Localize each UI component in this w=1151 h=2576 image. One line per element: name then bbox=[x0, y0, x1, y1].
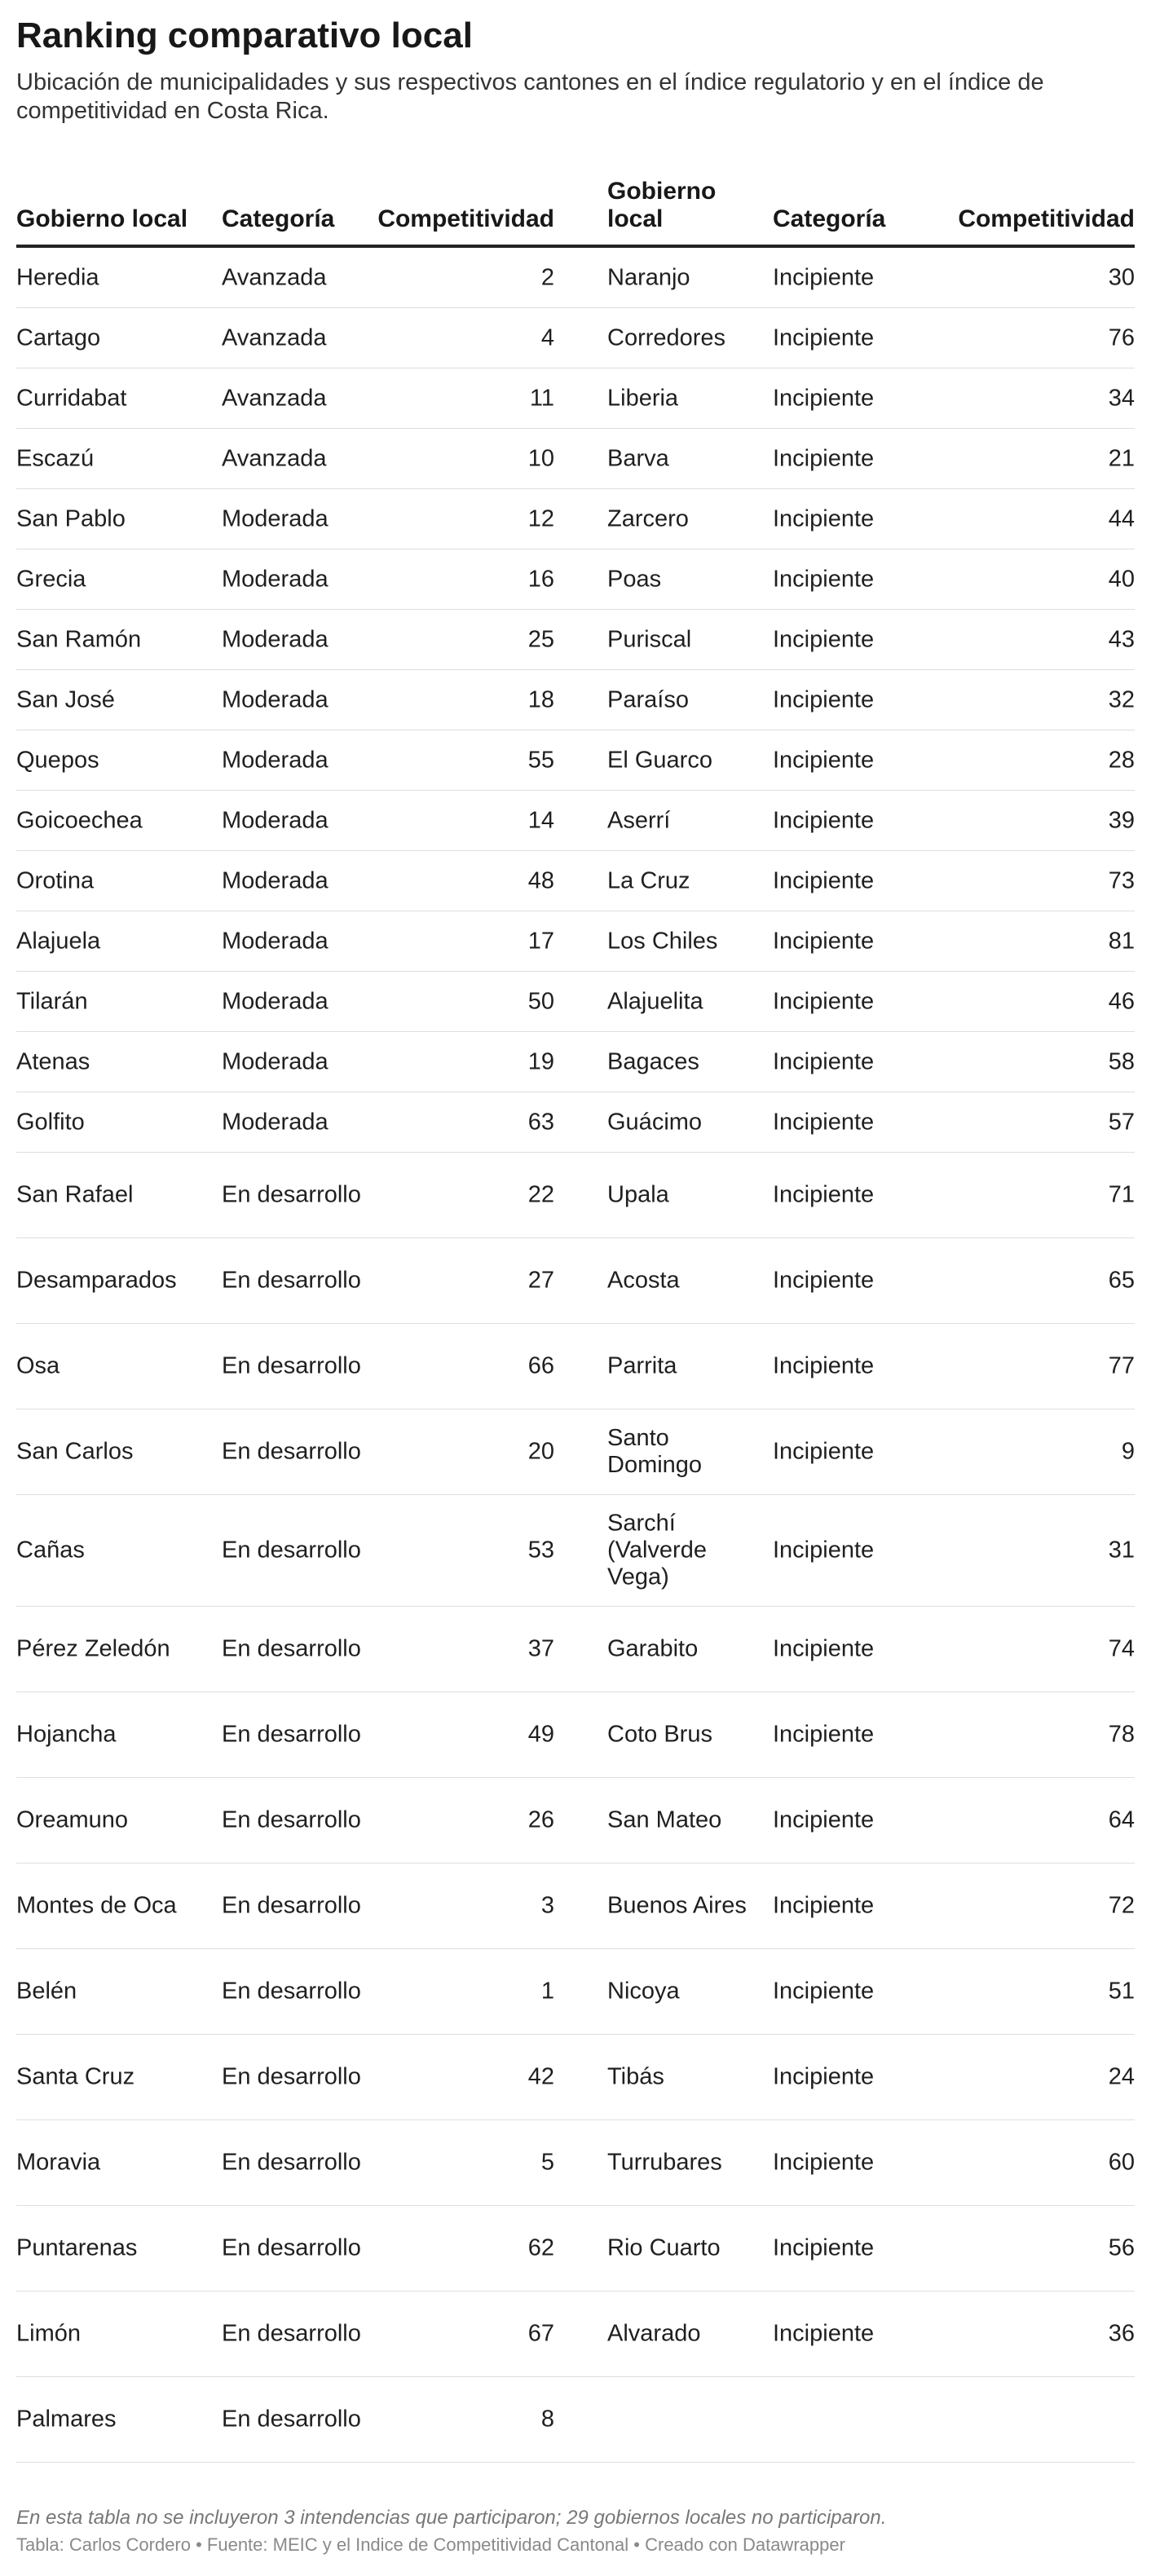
cell-gobierno-local: Golfito bbox=[16, 1109, 85, 1135]
cell-competitividad: 67 bbox=[527, 2320, 554, 2347]
cell-gobierno-local: Desamparados bbox=[16, 1267, 177, 1294]
cell-competitividad: 42 bbox=[527, 2063, 554, 2090]
cell-categoria: Incipiente bbox=[773, 747, 875, 773]
cell-competitividad: 57 bbox=[1108, 1109, 1135, 1135]
table-row bbox=[16, 1153, 1135, 1238]
cell-categoria: Incipiente bbox=[773, 1978, 875, 2005]
cell-gobierno-local: Guácimo bbox=[607, 1109, 703, 1135]
header-competitividad-2[interactable]: Competitividad bbox=[958, 205, 1135, 232]
table-row bbox=[16, 1607, 1135, 1692]
table-row bbox=[16, 1778, 1135, 1864]
cell-gobierno-local: Escazú bbox=[16, 445, 95, 471]
cell-gobierno-local: Alajuelita bbox=[607, 988, 703, 1014]
cell-categoria: En desarrollo bbox=[222, 2406, 361, 2433]
table-row bbox=[16, 1032, 1135, 1092]
cell-categoria: Incipiente bbox=[773, 867, 875, 893]
cell-competitividad: 26 bbox=[527, 1806, 554, 1833]
cell-gobierno-local: Oreamuno bbox=[16, 1806, 129, 1833]
cell-competitividad: 4 bbox=[540, 324, 554, 351]
cell-gobierno-local: Liberia bbox=[607, 385, 679, 411]
cell-gobierno-local: Osa bbox=[16, 1352, 60, 1379]
cell-competitividad: 20 bbox=[527, 1438, 554, 1465]
cell-gobierno-local: Orotina bbox=[16, 867, 95, 893]
cell-competitividad: 56 bbox=[1108, 2234, 1135, 2261]
header-gobierno-local-1[interactable]: Gobierno local bbox=[16, 205, 188, 232]
cell-gobierno-local: Hojancha bbox=[16, 1721, 117, 1748]
chart-subtitle: Ubicación de municipalidades y sus respectivos cantones en el índice regulatorio y en el índice de competitividad en Costa Rica. bbox=[16, 69, 1044, 124]
cell-competitividad: 28 bbox=[1108, 747, 1135, 773]
cell-gobierno-local: Pérez Zeledón bbox=[16, 1635, 170, 1662]
cell-categoria: Moderada bbox=[222, 505, 329, 532]
cell-gobierno-local: Parrita bbox=[607, 1352, 677, 1379]
cell-competitividad: 44 bbox=[1108, 505, 1135, 532]
cell-competitividad: 3 bbox=[540, 1892, 554, 1919]
cell-categoria: Moderada bbox=[222, 867, 329, 893]
cell-categoria: Incipiente bbox=[773, 1438, 875, 1465]
table-row bbox=[16, 248, 1135, 308]
cell-competitividad: 60 bbox=[1108, 2149, 1135, 2176]
table-row bbox=[16, 2120, 1135, 2206]
chart-title: Ranking comparativo local bbox=[16, 15, 473, 55]
cell-competitividad: 74 bbox=[1108, 1635, 1135, 1662]
cell-categoria: Incipiente bbox=[773, 1352, 875, 1379]
cell-gobierno-local: Aserrí bbox=[607, 807, 671, 833]
cell-categoria: Incipiente bbox=[773, 928, 875, 954]
cell-categoria: En desarrollo bbox=[222, 1635, 361, 1662]
table-row bbox=[16, 549, 1135, 610]
cell-categoria: Incipiente bbox=[773, 1048, 875, 1074]
cell-gobierno-local: Sarchí (Valverde Vega) bbox=[607, 1510, 707, 1590]
cell-gobierno-local: Goicoechea bbox=[16, 807, 143, 833]
cell-categoria: En desarrollo bbox=[222, 1537, 361, 1564]
cell-competitividad: 71 bbox=[1108, 1181, 1135, 1208]
header-categoria-2[interactable]: Categoría bbox=[773, 205, 886, 232]
cell-categoria: Moderada bbox=[222, 626, 329, 652]
cell-categoria: Moderada bbox=[222, 1048, 329, 1074]
cell-gobierno-local: Rio Cuarto bbox=[607, 2234, 721, 2261]
cell-competitividad: 19 bbox=[527, 1048, 554, 1074]
cell-competitividad: 25 bbox=[527, 626, 554, 652]
table-row bbox=[16, 1409, 1135, 1495]
cell-categoria: Moderada bbox=[222, 928, 329, 954]
cell-competitividad: 66 bbox=[527, 1352, 554, 1379]
cell-categoria: En desarrollo bbox=[222, 1721, 361, 1748]
cell-categoria: En desarrollo bbox=[222, 2320, 361, 2347]
table-header bbox=[0, 170, 1151, 248]
cell-gobierno-local: Alajuela bbox=[16, 928, 101, 954]
cell-categoria: Incipiente bbox=[773, 1806, 875, 1833]
cell-gobierno-local: San José bbox=[16, 686, 115, 712]
cell-categoria: En desarrollo bbox=[222, 1978, 361, 2005]
cell-gobierno-local: Heredia bbox=[16, 264, 99, 290]
cell-categoria: Incipiente bbox=[773, 2149, 875, 2176]
cell-categoria: Incipiente bbox=[773, 1635, 875, 1662]
cell-categoria: Incipiente bbox=[773, 445, 875, 471]
cell-gobierno-local: Santo Domingo bbox=[607, 1425, 703, 1478]
cell-gobierno-local: Cañas bbox=[16, 1537, 85, 1564]
cell-competitividad: 1 bbox=[540, 1978, 554, 2005]
table-row bbox=[16, 851, 1135, 911]
cell-competitividad: 32 bbox=[1108, 686, 1135, 712]
cell-categoria: Moderada bbox=[222, 747, 329, 773]
table-row bbox=[16, 1324, 1135, 1409]
cell-competitividad: 39 bbox=[1108, 807, 1135, 833]
cell-competitividad: 64 bbox=[1108, 1806, 1135, 1833]
cell-gobierno-local: Tilarán bbox=[16, 988, 88, 1014]
cell-gobierno-local: Cartago bbox=[16, 324, 101, 351]
cell-categoria: Incipiente bbox=[773, 807, 875, 833]
cell-competitividad: 46 bbox=[1108, 988, 1135, 1014]
cell-gobierno-local: Palmares bbox=[16, 2406, 117, 2433]
table-row bbox=[16, 429, 1135, 489]
cell-categoria: En desarrollo bbox=[222, 1267, 361, 1294]
cell-competitividad: 34 bbox=[1108, 385, 1135, 411]
cell-competitividad: 76 bbox=[1108, 324, 1135, 351]
table-row bbox=[16, 2377, 1135, 2463]
cell-gobierno-local: Buenos Aires bbox=[607, 1892, 747, 1919]
cell-gobierno-local: Naranjo bbox=[607, 264, 690, 290]
cell-competitividad: 49 bbox=[527, 1721, 554, 1748]
cell-categoria: Moderada bbox=[222, 566, 329, 592]
cell-competitividad: 40 bbox=[1108, 566, 1135, 592]
cell-gobierno-local: Los Chiles bbox=[607, 928, 718, 954]
cell-competitividad: 10 bbox=[527, 445, 554, 471]
cell-gobierno-local: San Mateo bbox=[607, 1806, 722, 1833]
cell-gobierno-local: Upala bbox=[607, 1181, 669, 1208]
cell-gobierno-local: Montes de Oca bbox=[16, 1892, 177, 1919]
cell-categoria: Incipiente bbox=[773, 1181, 875, 1208]
ranking-table bbox=[0, 170, 1151, 2463]
cell-gobierno-local: San Ramón bbox=[16, 626, 142, 652]
cell-categoria: Avanzada bbox=[222, 385, 327, 411]
cell-categoria: En desarrollo bbox=[222, 2149, 361, 2176]
cell-categoria: Avanzada bbox=[222, 324, 327, 351]
cell-categoria: Incipiente bbox=[773, 686, 875, 712]
header-gobierno-local-2[interactable]: Gobierno local bbox=[607, 178, 717, 232]
cell-categoria: Incipiente bbox=[773, 1109, 875, 1135]
cell-categoria: Avanzada bbox=[222, 264, 327, 290]
cell-gobierno-local: Poas bbox=[607, 566, 662, 592]
table-body bbox=[0, 248, 1151, 2463]
table-credits: Tabla: Carlos Cordero • Fuente: MEIC y el Indice de Competitividad Cantonal • Creado con Datawrapper bbox=[16, 2534, 845, 2555]
cell-gobierno-local: San Rafael bbox=[16, 1181, 134, 1208]
cell-gobierno-local: Quepos bbox=[16, 747, 99, 773]
table-row bbox=[16, 972, 1135, 1032]
cell-competitividad: 37 bbox=[527, 1635, 554, 1662]
table-row bbox=[16, 1692, 1135, 1778]
cell-categoria: Incipiente bbox=[773, 2234, 875, 2261]
cell-competitividad: 16 bbox=[527, 566, 554, 592]
cell-competitividad: 12 bbox=[527, 505, 554, 532]
cell-competitividad: 58 bbox=[1108, 1048, 1135, 1074]
cell-gobierno-local: Curridabat bbox=[16, 385, 127, 411]
table-note: En esta tabla no se incluyeron 3 intendencias que participaron; 29 gobiernos locales no participaron. bbox=[16, 2507, 887, 2529]
header-categoria-1[interactable]: Categoría bbox=[222, 205, 335, 232]
cell-gobierno-local: Grecia bbox=[16, 566, 86, 592]
cell-categoria: En desarrollo bbox=[222, 1438, 361, 1465]
cell-gobierno-local: Paraíso bbox=[607, 686, 689, 712]
table-row bbox=[16, 730, 1135, 791]
cell-competitividad: 8 bbox=[540, 2406, 554, 2433]
cell-competitividad: 2 bbox=[540, 264, 554, 290]
table-row bbox=[16, 1092, 1135, 1153]
cell-categoria: Incipiente bbox=[773, 324, 875, 351]
cell-competitividad: 72 bbox=[1108, 1892, 1135, 1919]
cell-categoria: Incipiente bbox=[773, 1892, 875, 1919]
table-row bbox=[16, 1238, 1135, 1324]
cell-categoria: Incipiente bbox=[773, 2320, 875, 2347]
cell-categoria: Incipiente bbox=[773, 2063, 875, 2090]
cell-competitividad: 55 bbox=[527, 747, 554, 773]
table-row bbox=[16, 1949, 1135, 2035]
cell-competitividad: 78 bbox=[1108, 1721, 1135, 1748]
cell-competitividad: 77 bbox=[1108, 1352, 1135, 1379]
cell-categoria: En desarrollo bbox=[222, 2234, 361, 2261]
table-row bbox=[16, 2206, 1135, 2291]
cell-competitividad: 51 bbox=[1108, 1978, 1135, 2005]
cell-competitividad: 17 bbox=[527, 928, 554, 954]
cell-gobierno-local: Tibás bbox=[607, 2063, 664, 2090]
cell-competitividad: 53 bbox=[527, 1537, 554, 1564]
cell-gobierno-local: San Pablo bbox=[16, 505, 126, 532]
cell-competitividad: 24 bbox=[1108, 2063, 1135, 2090]
cell-gobierno-local: Turrubares bbox=[607, 2149, 722, 2176]
cell-gobierno-local: Bagaces bbox=[607, 1048, 699, 1074]
cell-gobierno-local: Corredores bbox=[607, 324, 726, 351]
cell-gobierno-local: Santa Cruz bbox=[16, 2063, 135, 2090]
cell-competitividad: 62 bbox=[527, 2234, 554, 2261]
table-row bbox=[16, 368, 1135, 429]
cell-gobierno-local: Belén bbox=[16, 1978, 77, 2005]
cell-categoria: En desarrollo bbox=[222, 1352, 361, 1379]
table-row bbox=[16, 1495, 1135, 1607]
header-competitividad-1[interactable]: Competitividad bbox=[377, 205, 554, 232]
table-row bbox=[16, 2291, 1135, 2377]
cell-categoria: Moderada bbox=[222, 807, 329, 833]
cell-categoria: En desarrollo bbox=[222, 1892, 361, 1919]
cell-categoria: Moderada bbox=[222, 1109, 329, 1135]
cell-gobierno-local: Barva bbox=[607, 445, 669, 471]
cell-competitividad: 36 bbox=[1108, 2320, 1135, 2347]
table-row bbox=[16, 1864, 1135, 1949]
table-row bbox=[16, 2035, 1135, 2120]
table-row bbox=[16, 308, 1135, 368]
cell-gobierno-local: Zarcero bbox=[607, 505, 689, 532]
cell-competitividad: 73 bbox=[1108, 867, 1135, 893]
cell-categoria: Moderada bbox=[222, 988, 329, 1014]
cell-gobierno-local: Limón bbox=[16, 2320, 81, 2347]
cell-categoria: Incipiente bbox=[773, 626, 875, 652]
cell-gobierno-local: Coto Brus bbox=[607, 1721, 712, 1748]
cell-competitividad: 31 bbox=[1108, 1537, 1135, 1564]
cell-gobierno-local: Nicoya bbox=[607, 1978, 680, 2005]
cell-categoria: Incipiente bbox=[773, 566, 875, 592]
cell-categoria: En desarrollo bbox=[222, 1181, 361, 1208]
table-row bbox=[16, 791, 1135, 851]
cell-gobierno-local: Moravia bbox=[16, 2149, 101, 2176]
cell-competitividad: 27 bbox=[527, 1267, 554, 1294]
cell-gobierno-local: Alvarado bbox=[607, 2320, 701, 2347]
cell-competitividad: 21 bbox=[1108, 445, 1135, 471]
cell-competitividad: 22 bbox=[527, 1181, 554, 1208]
cell-competitividad: 5 bbox=[540, 2149, 554, 2176]
cell-gobierno-local: Puriscal bbox=[607, 626, 692, 652]
table-row bbox=[16, 610, 1135, 670]
cell-categoria: Incipiente bbox=[773, 264, 875, 290]
cell-categoria: Incipiente bbox=[773, 1721, 875, 1748]
cell-competitividad: 50 bbox=[527, 988, 554, 1014]
table-row bbox=[16, 911, 1135, 972]
cell-categoria: Avanzada bbox=[222, 445, 327, 471]
cell-competitividad: 63 bbox=[527, 1109, 554, 1135]
cell-categoria: Incipiente bbox=[773, 988, 875, 1014]
table-row bbox=[16, 489, 1135, 549]
cell-competitividad: 11 bbox=[529, 385, 554, 411]
cell-categoria: Moderada bbox=[222, 686, 329, 712]
cell-categoria: Incipiente bbox=[773, 385, 875, 411]
cell-competitividad: 81 bbox=[1108, 928, 1135, 954]
cell-competitividad: 9 bbox=[1121, 1438, 1135, 1465]
cell-categoria: En desarrollo bbox=[222, 1806, 361, 1833]
table-row bbox=[16, 670, 1135, 730]
cell-gobierno-local: San Carlos bbox=[16, 1438, 134, 1465]
cell-categoria: Incipiente bbox=[773, 1537, 875, 1564]
cell-categoria: En desarrollo bbox=[222, 2063, 361, 2090]
cell-categoria: Incipiente bbox=[773, 505, 875, 532]
cell-competitividad: 65 bbox=[1108, 1267, 1135, 1294]
cell-gobierno-local: Garabito bbox=[607, 1635, 699, 1662]
cell-competitividad: 48 bbox=[527, 867, 554, 893]
cell-gobierno-local: La Cruz bbox=[607, 867, 690, 893]
cell-gobierno-local: Acosta bbox=[607, 1267, 680, 1294]
cell-competitividad: 43 bbox=[1108, 626, 1135, 652]
cell-competitividad: 18 bbox=[527, 686, 554, 712]
cell-gobierno-local: Puntarenas bbox=[16, 2234, 138, 2261]
cell-competitividad: 14 bbox=[527, 807, 554, 833]
cell-categoria: Incipiente bbox=[773, 1267, 875, 1294]
cell-gobierno-local: Atenas bbox=[16, 1048, 90, 1074]
cell-competitividad: 30 bbox=[1108, 264, 1135, 290]
cell-gobierno-local: El Guarco bbox=[607, 747, 712, 773]
